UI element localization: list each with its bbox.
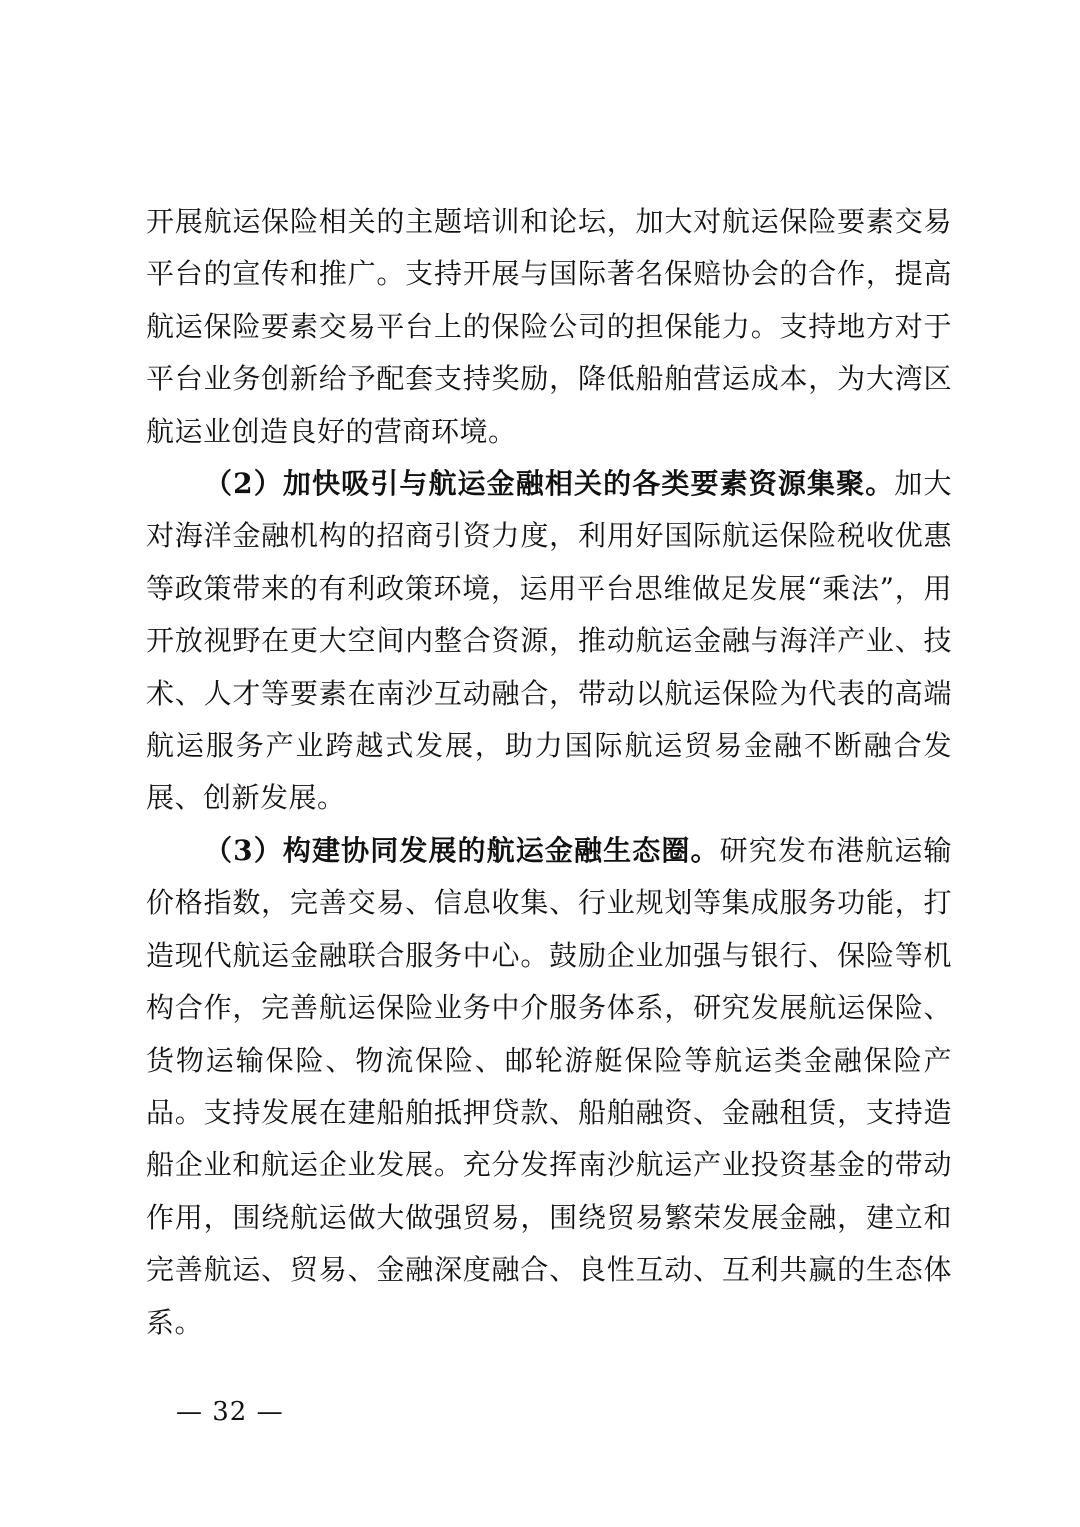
paragraph-2-text: 加大对海洋金融机构的招商引资力度，利用好国际航运保险税收优惠等政策带来的有利政策环境，运用平台思维做足发展“乘法”，用开放视野在更大空间内整合资源，推动航运金融与海洋产业、技术、人才等要素在南沙互动融合，带动以航运保险为代表的高端航运服务产业跨越式发展，助力国际航运贸易金融不断融合发展、创新发展。	[146, 467, 952, 815]
paragraph-3-heading: （3）构建协同发展的航运金融生态圈。	[204, 833, 720, 867]
paragraph-3-text: 研究发布港航运输价格指数，完善交易、信息收集、行业规划等集成服务功能，打造现代航运金融联合服务中心。鼓励企业加强与银行、保险等机构合作，完善航运保险业务中介服务体系，研究发展航运保险、货物运输保险、物流保险、邮轮游艇保险等航运类金融保险产品。支持发展在建船舶抵押贷款、船舶融资、金融租赁，支持造船企业和航运企业发展。充分发挥南沙航运产业投资基金的带动作用，围绕航运做大做强贸易，围绕贸易繁荣发展金融，建立和完善航运、贸易、金融深度融合、良性互动、互利共赢的生态体系。	[146, 833, 952, 1339]
body-text	[146, 196, 952, 1349]
paragraph-2-heading: （2）加快吸引与航运金融相关的各类要素资源集聚。	[204, 467, 895, 501]
paragraph-2	[146, 458, 952, 825]
page-number: — 32 —	[176, 1397, 284, 1427]
paragraph-1	[146, 196, 952, 458]
paragraph-3	[146, 825, 952, 1349]
paragraph-1-text: 开展航运保险相关的主题培训和论坛，加大对航运保险要素交易平台的宣传和推广。支持开展与国际著名保赔协会的合作，提高航运保险要素交易平台上的保险公司的担保能力。支持地方对于平台业务创新给予配套支持奖励，降低船舶营运成本，为大湾区航运业创造良好的营商环境。	[146, 205, 952, 448]
